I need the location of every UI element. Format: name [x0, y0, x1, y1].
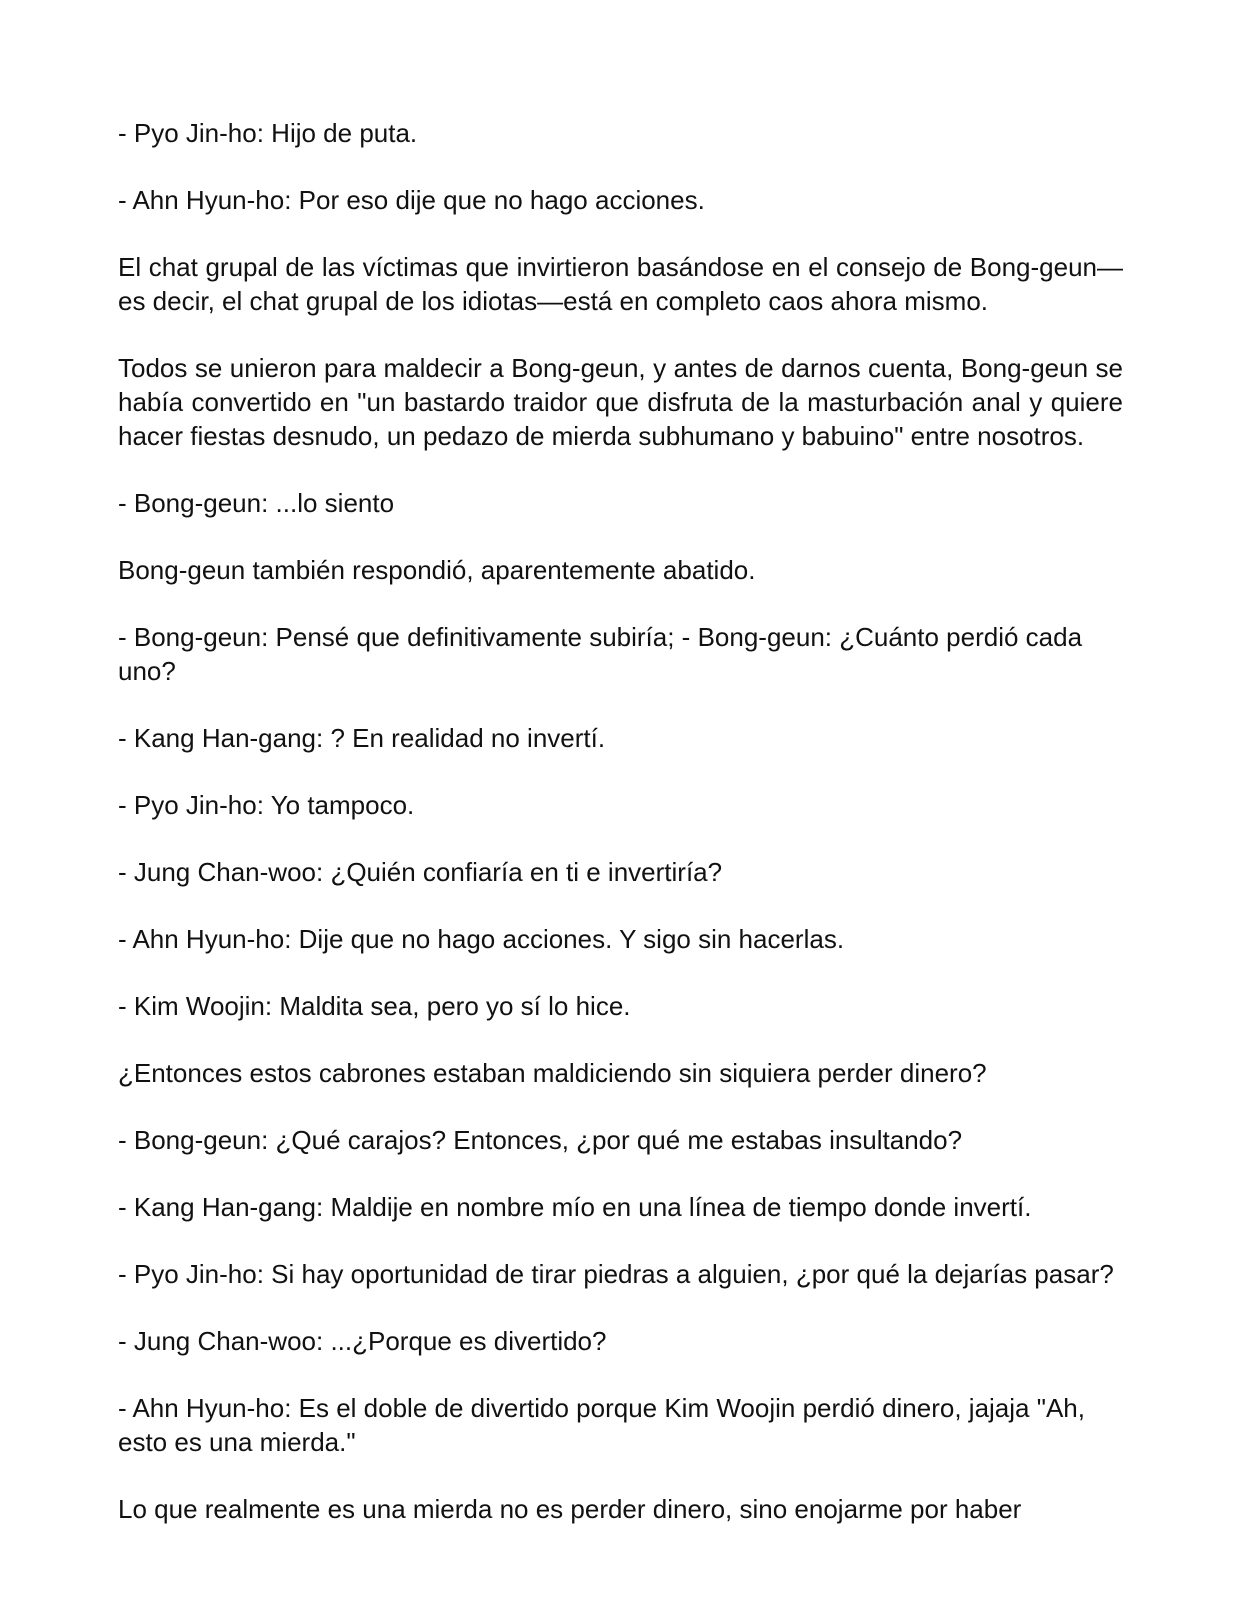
- paragraph: - Bong-geun: Pensé que definitivamente subiría; - Bong-geun: ¿Cuánto perdió cada uno?: [118, 622, 1083, 686]
- paragraph: - Ahn Hyun-ho: Es el doble de divertido porque Kim Woojin perdió dinero, jajaja "Ah, esto es una mierda.": [118, 1393, 1085, 1457]
- paragraph: Todos se unieron para maldecir a Bong-geun, y antes de darnos cuenta, Bong-geun se había convertido en "un bastardo traidor que disfruta de la masturbación anal y quiere hacer fiestas desnudo, un pedazo de mierda subhumano y babuino" entre nosotros.: [118, 353, 1123, 451]
- paragraph: - Kang Han-gang: ? En realidad no invertí.: [118, 723, 606, 753]
- paragraph: - Kim Woojin: Maldita sea, pero yo sí lo hice.: [118, 991, 631, 1021]
- paragraph: - Pyo Jin-ho: Hijo de puta.: [118, 118, 418, 148]
- paragraph: El chat grupal de las víctimas que invirtieron basándose en el consejo de Bong-geun—es decir, el chat grupal de los idiotas—está en completo caos ahora mismo.: [118, 252, 1123, 316]
- paragraph: ¿Entonces estos cabrones estaban maldiciendo sin siquiera perder dinero?: [118, 1058, 987, 1088]
- paragraph: Lo que realmente es una mierda no es perder dinero, sino enojarme por haber: [118, 1494, 1022, 1524]
- document-body: [118, 116, 1123, 1559]
- paragraph: - Pyo Jin-ho: Si hay oportunidad de tirar piedras a alguien, ¿por qué la dejarías pasar?: [118, 1259, 1114, 1289]
- paragraph: - Kang Han-gang: Maldije en nombre mío en una línea de tiempo donde invertí.: [118, 1192, 1032, 1222]
- paragraph: - Jung Chan-woo: ¿Quién confiaría en ti e invertiría?: [118, 857, 723, 887]
- paragraph: - Pyo Jin-ho: Yo tampoco.: [118, 790, 415, 820]
- paragraph: - Bong-geun: ¿Qué carajos? Entonces, ¿por qué me estabas insultando?: [118, 1125, 963, 1155]
- paragraph: Bong-geun también respondió, aparentemente abatido.: [118, 555, 756, 585]
- paragraph: - Ahn Hyun-ho: Por eso dije que no hago acciones.: [118, 185, 705, 215]
- paragraph: - Jung Chan-woo: ...¿Porque es divertido?: [118, 1326, 607, 1356]
- paragraph: - Ahn Hyun-ho: Dije que no hago acciones. Y sigo sin hacerlas.: [118, 924, 845, 954]
- paragraph: - Bong-geun: ...lo siento: [118, 488, 395, 518]
